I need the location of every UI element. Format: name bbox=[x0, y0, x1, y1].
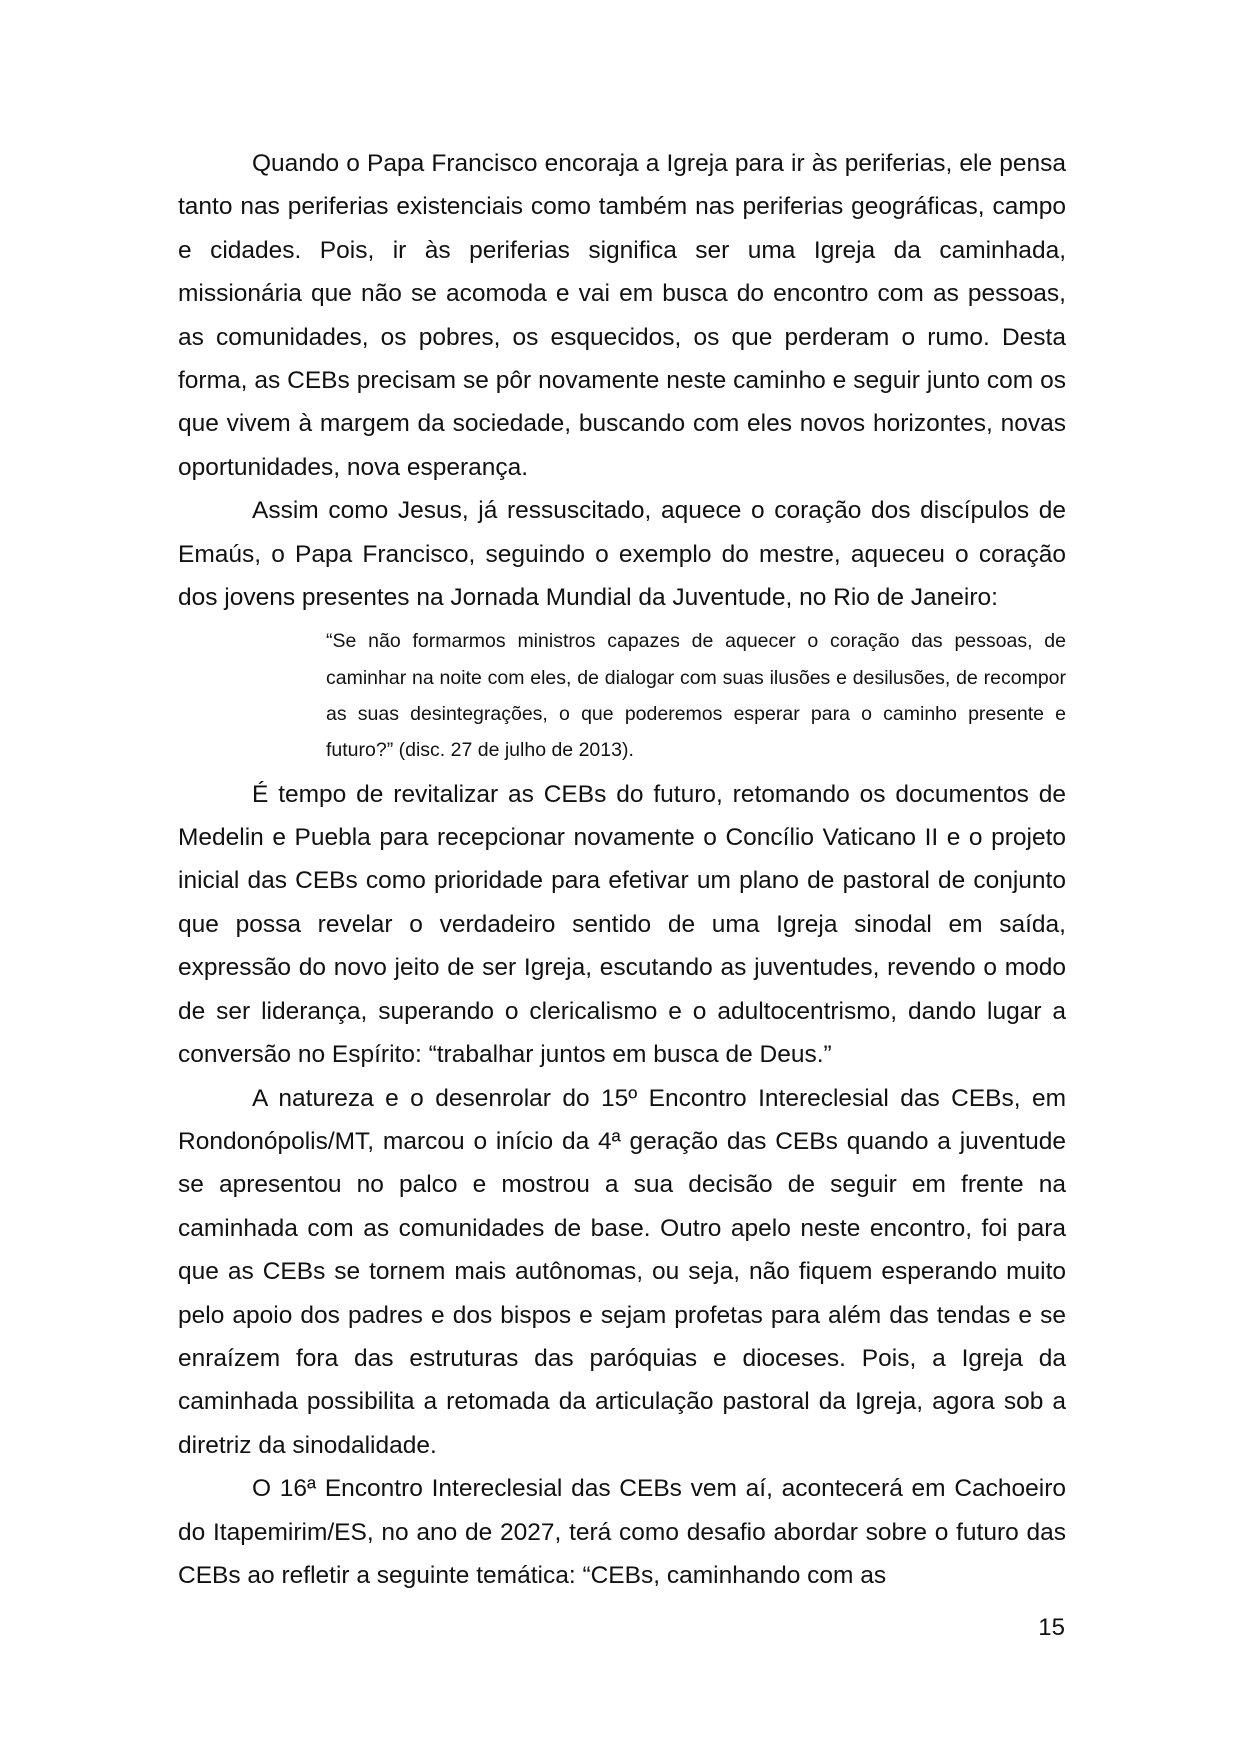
paragraph-periferias: Quando o Papa Francisco encoraja a Igreja para ir às periferias, ele pensa tanto nas periferias existenciais como também nas periferias geográficas, campo e cidades. Pois, ir às periferias significa ser uma Igreja da caminhada, missionária que não se acomoda e vai em busca do encontro com as pessoas, as comunidades, os pobres, os esquecidos, os que perderam o rumo. Desta forma, as CEBs precisam se pôr novamente neste caminho e seguir junto com os que vivem à margem da sociedade, buscando com eles novos horizontes, novas oportunidades, nova esperança. bbox=[178, 150, 1066, 481]
block-quote: “Se não formarmos ministros capazes de aquecer o coração das pessoas, de caminhar na noite com eles, de dialogar com suas ilusões e desilusões, de recompor as suas desintegrações, o que poderemos esperar para o caminho presente e futuro?” (disc. 27 de julho de 2013). bbox=[326, 630, 1066, 762]
paragraph-emaus: Assim como Jesus, já ressuscitado, aquece o coração dos discípulos de Emaús, o Papa Francisco, seguindo o exemplo do mestre, aqueceu o coração dos jovens presentes na Jornada Mundial da Juventude, no Rio de Janeiro: bbox=[178, 497, 1066, 612]
paragraph-16-encontro: O 16ª Encontro Intereclesial das CEBs vem aí, acontecerá em Cachoeiro do Itapemirim/ES, no ano de 2027, terá como desafio abordar sobre o futuro das CEBs ao refletir a seguinte temática: “CEBs, caminhando com as bbox=[178, 1475, 1066, 1589]
paragraph-revitalizar: É tempo de revitalizar as CEBs do futuro, retomando os documentos de Medelin e Puebla para recepcionar novamente o Concílio Vaticano II e o projeto inicial das CEBs como prioridade para efetivar um plano de pastoral de conjunto que possa revelar o verdadeiro sentido de uma Igreja sinodal em saída, expressão do novo jeito de ser Igreja, escutando as juventudes, revendo o modo de ser liderança, superando o clericalismo e o adultocentrismo, dando lugar a conversão no Espírito: “trabalhar juntos em busca de Deus.” bbox=[178, 780, 1066, 1069]
page-number: 15 bbox=[1038, 1614, 1065, 1641]
body-text bbox=[178, 142, 1066, 1597]
paragraph-15-encontro: A natureza e o desenrolar do 15º Encontro Intereclesial das CEBs, em Rondonópolis/MT, marcou o início da 4ª geração das CEBs quando a juventude se apresentou no palco e mostrou a sua decisão de seguir em frente na caminhada com as comunidades de base. Outro apelo neste encontro, foi para que as CEBs se tornem mais autônomas, ou seja, não fiquem esperando muito pelo apoio dos padres e dos bispos e sejam profetas para além das tendas e se enraízem fora das estruturas das paróquias e dioceses. Pois, a Igreja da caminhada possibilita a retomada da articulação pastoral da Igreja, agora sob a diretriz da sinodalidade. bbox=[178, 1084, 1066, 1459]
